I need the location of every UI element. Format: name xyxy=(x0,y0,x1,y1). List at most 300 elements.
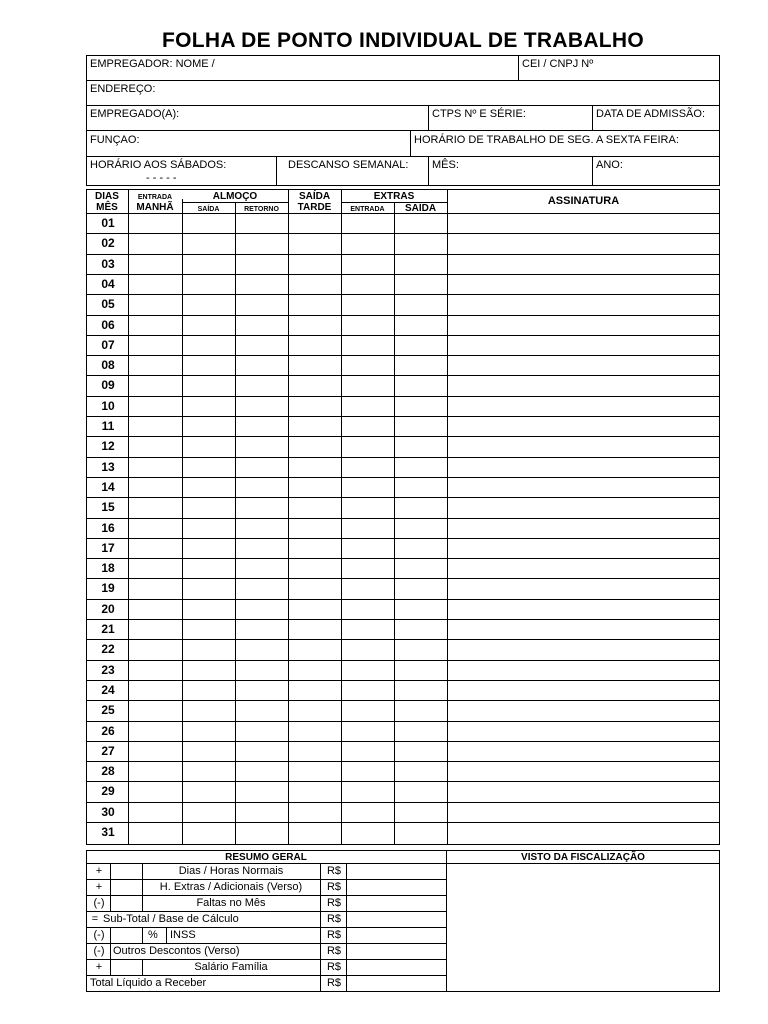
entrada-manha-cell[interactable] xyxy=(128,416,182,436)
entrada-manha-cell[interactable] xyxy=(128,822,182,842)
entrada-manha-cell[interactable] xyxy=(128,802,182,822)
saida-tarde-cell[interactable] xyxy=(288,822,341,842)
extras-saida-cell[interactable] xyxy=(394,761,447,781)
extras-saida-cell[interactable] xyxy=(394,518,447,538)
almoco-retorno-cell[interactable] xyxy=(235,396,288,416)
almoco-retorno-cell[interactable] xyxy=(235,578,288,598)
extras-saida-cell[interactable] xyxy=(394,802,447,822)
day-number: 04 xyxy=(101,276,115,291)
cei-cnpj-label: CEI / CNPJ Nº xyxy=(522,58,594,70)
assinatura-cell[interactable] xyxy=(447,375,720,395)
saida-tarde-cell[interactable] xyxy=(288,416,341,436)
day-number: 30 xyxy=(101,804,115,819)
day-number: 29 xyxy=(101,784,115,799)
extras-saida-cell[interactable] xyxy=(394,721,447,741)
extras-saida-cell[interactable] xyxy=(394,213,447,233)
assinatura-cell[interactable] xyxy=(447,436,720,456)
day-number: 14 xyxy=(101,479,115,494)
almoco-retorno-cell[interactable] xyxy=(235,274,288,294)
extras-entrada-cell[interactable] xyxy=(341,741,394,761)
day-number: 08 xyxy=(101,358,115,373)
almoco-saida-cell[interactable] xyxy=(182,680,235,700)
entrada-manha-cell[interactable] xyxy=(128,497,182,517)
assinatura-header: ASSINATURA xyxy=(547,195,620,207)
almoco-retorno-cell[interactable] xyxy=(235,416,288,436)
extras-saida-cell[interactable] xyxy=(394,436,447,456)
almoco-retorno-cell[interactable] xyxy=(235,294,288,314)
entrada-manha-cell[interactable] xyxy=(128,396,182,416)
almoco-saida-cell[interactable] xyxy=(182,233,235,253)
assinatura-cell[interactable] xyxy=(447,355,720,375)
summary-label: H. Extras / Adicionais (Verso) xyxy=(159,881,303,893)
saida-tarde-cell[interactable] xyxy=(288,741,341,761)
extras-saida-cell[interactable] xyxy=(394,294,447,314)
entrada-manha-cell[interactable] xyxy=(128,578,182,598)
almoco-retorno-cell[interactable] xyxy=(235,497,288,517)
extras-saida-cell[interactable] xyxy=(394,375,447,395)
summary-value-cell[interactable] xyxy=(347,975,445,991)
extras-saida-cell[interactable] xyxy=(394,457,447,477)
extras-saida-cell[interactable] xyxy=(394,497,447,517)
almoco-retorno-cell[interactable] xyxy=(235,558,288,578)
entrada-manha-cell[interactable] xyxy=(128,558,182,578)
extras-entrada-cell[interactable] xyxy=(341,822,394,842)
day-number: 03 xyxy=(101,256,115,271)
almoco-retorno-cell[interactable] xyxy=(235,254,288,274)
summary-value-cell[interactable] xyxy=(347,927,445,943)
entrada-manha-cell[interactable] xyxy=(128,457,182,477)
almoco-saida-cell[interactable] xyxy=(182,436,235,456)
entrada-manha-cell[interactable] xyxy=(128,355,182,375)
assinatura-cell[interactable] xyxy=(447,802,720,822)
almoco-retorno-cell[interactable] xyxy=(235,375,288,395)
currency-label: R$ xyxy=(326,929,342,941)
almoco-retorno-cell[interactable] xyxy=(235,315,288,335)
assinatura-cell[interactable] xyxy=(447,518,720,538)
entrada-manha-cell[interactable] xyxy=(128,294,182,314)
summary-label: Outros Descontos (Verso) xyxy=(113,945,240,957)
month-label: MÊS: xyxy=(432,159,459,171)
currency-label: R$ xyxy=(326,977,342,989)
saida-tarde-cell[interactable] xyxy=(288,396,341,416)
extras-entrada-cell[interactable] xyxy=(341,761,394,781)
almoco-retorno-cell[interactable] xyxy=(235,355,288,375)
extras-saida-cell[interactable] xyxy=(394,639,447,659)
extras-entrada-cell[interactable] xyxy=(341,781,394,801)
extras-entrada-cell[interactable] xyxy=(341,802,394,822)
almoco-saida-header: SAÍDA xyxy=(197,206,220,213)
assinatura-cell[interactable] xyxy=(447,457,720,477)
saida-tarde-cell[interactable] xyxy=(288,518,341,538)
saida-tarde-cell[interactable] xyxy=(288,599,341,619)
summary-sign: + xyxy=(95,881,103,893)
assinatura-cell[interactable] xyxy=(447,274,720,294)
extras-entrada-cell[interactable] xyxy=(341,518,394,538)
almoco-saida-cell[interactable] xyxy=(182,578,235,598)
assinatura-cell[interactable] xyxy=(447,538,720,558)
extras-entrada-cell[interactable] xyxy=(341,274,394,294)
assinatura-cell[interactable] xyxy=(447,822,720,842)
extras-saida-cell[interactable] xyxy=(394,822,447,842)
day-number: 05 xyxy=(101,297,115,312)
extras-entrada-cell[interactable] xyxy=(341,457,394,477)
summary-sign: + xyxy=(95,961,103,973)
saida-tarde-cell[interactable] xyxy=(288,680,341,700)
almoco-retorno-cell[interactable] xyxy=(235,619,288,639)
almoco-saida-cell[interactable] xyxy=(182,558,235,578)
almoco-saida-cell[interactable] xyxy=(182,741,235,761)
entrada-manha-cell[interactable] xyxy=(128,254,182,274)
form-title: FOLHA DE PONTO INDIVIDUAL DE TRABALHO xyxy=(161,29,645,52)
entrada-manha-cell[interactable] xyxy=(128,781,182,801)
almoco-saida-cell[interactable] xyxy=(182,457,235,477)
extras-saida-cell[interactable] xyxy=(394,599,447,619)
summary-label: INSS xyxy=(170,929,196,941)
percent-sign: % xyxy=(148,929,158,941)
entrada-manha-cell[interactable] xyxy=(128,315,182,335)
assinatura-cell[interactable] xyxy=(447,721,720,741)
employer-label: EMPREGADOR: NOME / xyxy=(90,58,215,70)
admission-date-label: DATA DE ADMISSÃO: xyxy=(596,108,706,120)
almoco-saida-cell[interactable] xyxy=(182,375,235,395)
saida-tarde-cell[interactable] xyxy=(288,457,341,477)
day-number: 27 xyxy=(101,743,115,758)
extras-entrada-cell[interactable] xyxy=(341,660,394,680)
year-label: ANO: xyxy=(596,159,623,171)
currency-label: R$ xyxy=(326,881,342,893)
extras-entrada-cell[interactable] xyxy=(341,700,394,720)
saida-tarde-cell[interactable] xyxy=(288,660,341,680)
extras-saida-cell[interactable] xyxy=(394,619,447,639)
assinatura-cell[interactable] xyxy=(447,558,720,578)
assinatura-cell[interactable] xyxy=(447,254,720,274)
saida-tarde-cell[interactable] xyxy=(288,233,341,253)
extras-saida-cell[interactable] xyxy=(394,254,447,274)
extras-entrada-cell[interactable] xyxy=(341,315,394,335)
entrada-manha-cell[interactable] xyxy=(128,477,182,497)
almoco-retorno-cell[interactable] xyxy=(235,457,288,477)
day-number: 18 xyxy=(101,561,115,576)
almoco-retorno-cell[interactable] xyxy=(235,599,288,619)
currency-label: R$ xyxy=(326,961,342,973)
saida-tarde-cell[interactable] xyxy=(288,558,341,578)
assinatura-cell[interactable] xyxy=(447,233,720,253)
almoco-saida-cell[interactable] xyxy=(182,619,235,639)
almoco-retorno-cell[interactable] xyxy=(235,538,288,558)
almoco-retorno-cell[interactable] xyxy=(235,721,288,741)
almoco-saida-cell[interactable] xyxy=(182,781,235,801)
extras-entrada-header: ENTRADA xyxy=(350,206,385,213)
entrada-manha-cell[interactable] xyxy=(128,335,182,355)
day-number: 01 xyxy=(101,216,115,230)
summary-sign: (-) xyxy=(93,945,105,957)
saida-tarde-cell[interactable] xyxy=(288,538,341,558)
extras-entrada-cell[interactable] xyxy=(341,396,394,416)
day-number: 07 xyxy=(101,337,115,352)
entrada-manha-cell[interactable] xyxy=(128,213,182,233)
saida-tarde-cell[interactable] xyxy=(288,781,341,801)
extras-saida-cell[interactable] xyxy=(394,578,447,598)
day-number: 31 xyxy=(101,825,115,839)
saida-tarde-cell[interactable] xyxy=(288,578,341,598)
saida-tarde-cell[interactable] xyxy=(288,335,341,355)
day-number: 09 xyxy=(101,378,115,393)
entrada-manha-cell[interactable] xyxy=(128,518,182,538)
weekday-schedule-label: HORÁRIO DE TRABALHO DE SEG. A SEXTA FEIRA: xyxy=(414,134,679,146)
saturday-schedule-label: HORÁRIO AOS SÁBADOS: xyxy=(90,159,227,171)
extras-saida-cell[interactable] xyxy=(394,233,447,253)
almoco-saida-cell[interactable] xyxy=(182,355,235,375)
almoco-retorno-cell[interactable] xyxy=(235,213,288,233)
extras-entrada-cell[interactable] xyxy=(341,294,394,314)
almoco-saida-cell[interactable] xyxy=(182,477,235,497)
extras-entrada-cell[interactable] xyxy=(341,436,394,456)
assinatura-cell[interactable] xyxy=(447,599,720,619)
saida-tarde-cell[interactable] xyxy=(288,477,341,497)
day-number: 12 xyxy=(101,439,115,454)
almoco-retorno-cell[interactable] xyxy=(235,761,288,781)
saida-tarde-cell[interactable] xyxy=(288,802,341,822)
summary-value-cell[interactable] xyxy=(347,895,445,911)
almoco-retorno-cell[interactable] xyxy=(235,802,288,822)
almoco-retorno-cell[interactable] xyxy=(235,639,288,659)
assinatura-cell[interactable] xyxy=(447,741,720,761)
extras-entrada-cell[interactable] xyxy=(341,416,394,436)
entrada-manha-cell[interactable] xyxy=(128,721,182,741)
saida-tarde-cell[interactable] xyxy=(288,213,341,233)
day-number: 16 xyxy=(101,520,115,535)
day-number: 02 xyxy=(101,236,115,251)
saida-tarde-cell[interactable] xyxy=(288,254,341,274)
almoco-saida-cell[interactable] xyxy=(182,761,235,781)
summary-label: Faltas no Mês xyxy=(196,897,266,909)
extras-entrada-cell[interactable] xyxy=(341,213,394,233)
summary-value-cell[interactable] xyxy=(347,943,445,959)
almoco-saida-cell[interactable] xyxy=(182,254,235,274)
extras-saida-header: SAÍDA xyxy=(404,203,437,214)
saida-tarde-cell[interactable] xyxy=(288,721,341,741)
extras-saida-cell[interactable] xyxy=(394,315,447,335)
assinatura-cell[interactable] xyxy=(447,396,720,416)
entrada-manha-cell[interactable] xyxy=(128,538,182,558)
almoco-header: ALMOÇO xyxy=(212,191,258,202)
almoco-retorno-cell[interactable] xyxy=(235,233,288,253)
almoco-saida-cell[interactable] xyxy=(182,294,235,314)
entrada-manha-cell[interactable] xyxy=(128,639,182,659)
extras-entrada-cell[interactable] xyxy=(341,619,394,639)
almoco-retorno-cell[interactable] xyxy=(235,660,288,680)
day-number: 21 xyxy=(101,622,115,636)
assinatura-cell[interactable] xyxy=(447,477,720,497)
day-number: 06 xyxy=(101,317,115,332)
assinatura-cell[interactable] xyxy=(447,660,720,680)
summary-label: Dias / Horas Normais xyxy=(178,865,284,877)
saida-tarde-cell[interactable] xyxy=(288,497,341,517)
entrada-header: ENTRADA xyxy=(137,194,173,201)
entrada-manha-cell[interactable] xyxy=(128,741,182,761)
entrada-manha-cell[interactable] xyxy=(128,233,182,253)
extras-entrada-cell[interactable] xyxy=(341,497,394,517)
summary-sign: (-) xyxy=(93,929,105,941)
extras-header: EXTRAS xyxy=(373,191,415,202)
extras-entrada-cell[interactable] xyxy=(341,538,394,558)
day-number: 13 xyxy=(101,459,115,474)
almoco-saida-cell[interactable] xyxy=(182,639,235,659)
saida-header: SAÍDA xyxy=(298,191,331,202)
saida-tarde-cell[interactable] xyxy=(288,700,341,720)
day-number: 15 xyxy=(101,500,115,515)
currency-label: R$ xyxy=(326,897,342,909)
assinatura-cell[interactable] xyxy=(447,497,720,517)
day-number: 28 xyxy=(101,764,115,779)
tarde-header: TARDE xyxy=(297,202,332,213)
mes-header: MÊS xyxy=(96,202,118,213)
extras-saida-cell[interactable] xyxy=(394,396,447,416)
currency-label: R$ xyxy=(326,865,342,877)
day-number: 25 xyxy=(101,703,115,718)
extras-saida-cell[interactable] xyxy=(394,416,447,436)
currency-label: R$ xyxy=(326,913,342,925)
saida-tarde-cell[interactable] xyxy=(288,375,341,395)
almoco-saida-cell[interactable] xyxy=(182,416,235,436)
summary-value-cell[interactable] xyxy=(347,863,445,879)
almoco-saida-cell[interactable] xyxy=(182,538,235,558)
almoco-saida-cell[interactable] xyxy=(182,822,235,842)
summary-sign: + xyxy=(95,865,103,877)
extras-entrada-cell[interactable] xyxy=(341,355,394,375)
summary-label: Sub-Total / Base de Cálculo xyxy=(103,913,239,925)
almoco-retorno-cell[interactable] xyxy=(235,477,288,497)
entrada-manha-cell[interactable] xyxy=(128,680,182,700)
currency-label: R$ xyxy=(326,945,342,957)
almoco-saida-cell[interactable] xyxy=(182,315,235,335)
assinatura-cell[interactable] xyxy=(447,700,720,720)
summary-sign: (-) xyxy=(93,897,105,909)
almoco-retorno-cell[interactable] xyxy=(235,700,288,720)
extras-saida-cell[interactable] xyxy=(394,335,447,355)
address-label: ENDEREÇO: xyxy=(90,83,156,95)
assinatura-cell[interactable] xyxy=(447,578,720,598)
almoco-saida-cell[interactable] xyxy=(182,700,235,720)
extras-entrada-cell[interactable] xyxy=(341,599,394,619)
summary-value-cell[interactable] xyxy=(347,959,445,975)
saida-tarde-cell[interactable] xyxy=(288,315,341,335)
extras-entrada-cell[interactable] xyxy=(341,477,394,497)
saida-tarde-cell[interactable] xyxy=(288,355,341,375)
day-number: 19 xyxy=(101,581,115,596)
almoco-saida-cell[interactable] xyxy=(182,274,235,294)
ctps-label: CTPS Nº E SÉRIE: xyxy=(432,108,526,120)
assinatura-cell[interactable] xyxy=(447,781,720,801)
summary-value-cell[interactable] xyxy=(347,911,445,927)
assinatura-cell[interactable] xyxy=(447,213,720,233)
saida-tarde-cell[interactable] xyxy=(288,294,341,314)
manha-header: MANHÃ xyxy=(136,202,174,213)
extras-saida-cell[interactable] xyxy=(394,355,447,375)
assinatura-cell[interactable] xyxy=(447,639,720,659)
saida-tarde-cell[interactable] xyxy=(288,619,341,639)
almoco-saida-cell[interactable] xyxy=(182,599,235,619)
almoco-retorno-cell[interactable] xyxy=(235,436,288,456)
function-label: FUNÇAO: xyxy=(90,134,140,146)
assinatura-cell[interactable] xyxy=(447,680,720,700)
almoco-retorno-cell[interactable] xyxy=(235,335,288,355)
extras-saida-cell[interactable] xyxy=(394,680,447,700)
entrada-manha-cell[interactable] xyxy=(128,619,182,639)
entrada-manha-cell[interactable] xyxy=(128,761,182,781)
assinatura-cell[interactable] xyxy=(447,315,720,335)
saturday-schedule-value: - - - - - xyxy=(146,172,177,184)
saida-tarde-cell[interactable] xyxy=(288,274,341,294)
almoco-saida-cell[interactable] xyxy=(182,213,235,233)
extras-saida-cell[interactable] xyxy=(394,781,447,801)
extras-saida-cell[interactable] xyxy=(394,477,447,497)
day-number: 26 xyxy=(101,723,115,738)
extras-entrada-cell[interactable] xyxy=(341,680,394,700)
entrada-manha-cell[interactable] xyxy=(128,375,182,395)
almoco-saida-cell[interactable] xyxy=(182,497,235,517)
extras-saida-cell[interactable] xyxy=(394,660,447,680)
assinatura-cell[interactable] xyxy=(447,416,720,436)
assinatura-cell[interactable] xyxy=(447,335,720,355)
saida-tarde-cell[interactable] xyxy=(288,639,341,659)
extras-saida-cell[interactable] xyxy=(394,538,447,558)
extras-entrada-cell[interactable] xyxy=(341,721,394,741)
day-number: 24 xyxy=(101,682,115,697)
saida-tarde-cell[interactable] xyxy=(288,761,341,781)
extras-entrada-cell[interactable] xyxy=(341,578,394,598)
almoco-saida-cell[interactable] xyxy=(182,518,235,538)
almoco-retorno-cell[interactable] xyxy=(235,822,288,842)
extras-saida-cell[interactable] xyxy=(394,741,447,761)
entrada-manha-cell[interactable] xyxy=(128,274,182,294)
entrada-manha-cell[interactable] xyxy=(128,660,182,680)
extras-saida-cell[interactable] xyxy=(394,274,447,294)
day-number: 11 xyxy=(101,419,115,433)
saida-tarde-cell[interactable] xyxy=(288,436,341,456)
dias-header: DIAS xyxy=(95,191,119,202)
extras-entrada-cell[interactable] xyxy=(341,233,394,253)
extras-saida-cell[interactable] xyxy=(394,700,447,720)
extras-entrada-cell[interactable] xyxy=(341,254,394,274)
assinatura-cell[interactable] xyxy=(447,294,720,314)
assinatura-cell[interactable] xyxy=(447,619,720,639)
extras-entrada-cell[interactable] xyxy=(341,375,394,395)
summary-label: Salário Família xyxy=(194,961,268,973)
visto-fiscalizacao-title: VISTO DA FISCALIZAÇÃO xyxy=(521,852,645,863)
almoco-saida-cell[interactable] xyxy=(182,396,235,416)
extras-entrada-cell[interactable] xyxy=(341,639,394,659)
almoco-retorno-cell[interactable] xyxy=(235,741,288,761)
almoco-saida-cell[interactable] xyxy=(182,660,235,680)
entrada-manha-cell[interactable] xyxy=(128,436,182,456)
extras-entrada-cell[interactable] xyxy=(341,335,394,355)
summary-value-cell[interactable] xyxy=(347,879,445,895)
almoco-retorno-cell[interactable] xyxy=(235,781,288,801)
extras-entrada-cell[interactable] xyxy=(341,558,394,578)
entrada-manha-cell[interactable] xyxy=(128,700,182,720)
assinatura-cell[interactable] xyxy=(447,761,720,781)
summary-label: Total Líquido a Receber xyxy=(90,977,207,989)
almoco-saida-cell[interactable] xyxy=(182,335,235,355)
almoco-saida-cell[interactable] xyxy=(182,721,235,741)
almoco-retorno-cell[interactable] xyxy=(235,680,288,700)
extras-saida-cell[interactable] xyxy=(394,558,447,578)
almoco-retorno-cell[interactable] xyxy=(235,518,288,538)
summary-sign: = xyxy=(91,913,99,925)
almoco-saida-cell[interactable] xyxy=(182,802,235,822)
entrada-manha-cell[interactable] xyxy=(128,599,182,619)
